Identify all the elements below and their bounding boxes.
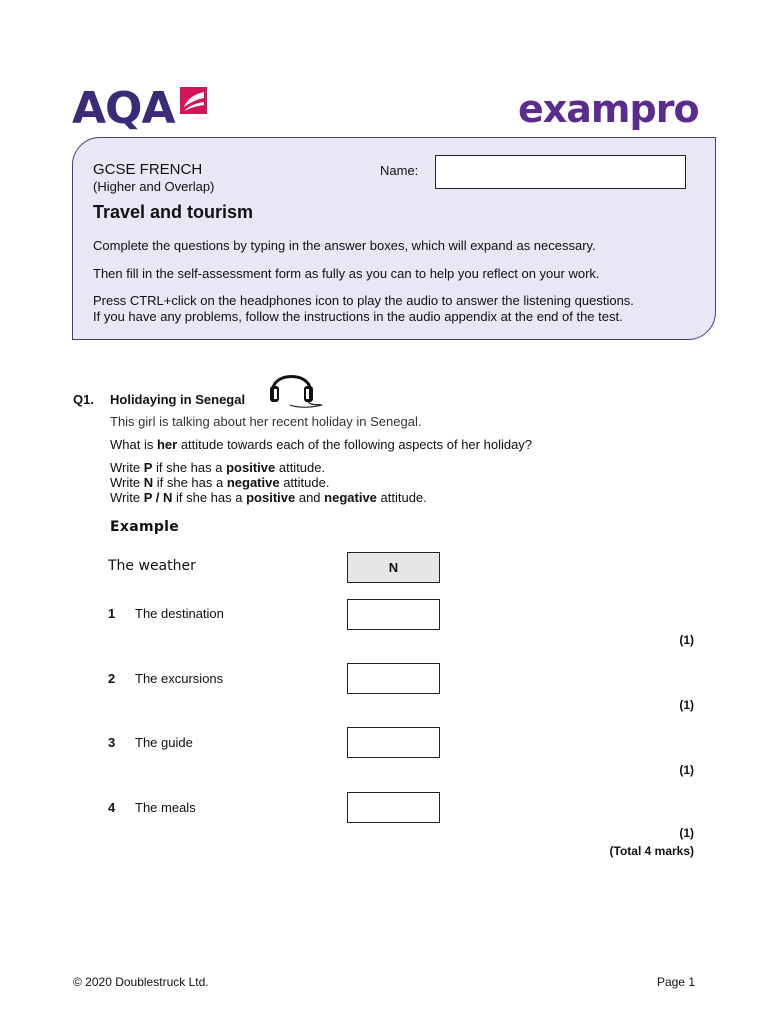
mark-label: (1)	[679, 698, 694, 712]
write-instruction-n: Write N if she has a negative attitude.	[110, 475, 330, 490]
name-input[interactable]	[435, 155, 686, 189]
item-label-destination: The destination	[135, 606, 224, 621]
name-label: Name:	[380, 163, 419, 178]
item-number: 4	[108, 800, 116, 815]
example-label: The weather	[108, 558, 196, 574]
item-number: 1	[108, 606, 116, 621]
item-number: 3	[108, 735, 116, 750]
instruction-4: If you have any problems, follow the instructions in the audio appendix at the end of the test.	[93, 309, 623, 324]
question-prompt: What is her attitude towards each of the following aspects of her holiday?	[110, 437, 533, 452]
answer-box-destination[interactable]	[347, 599, 440, 630]
question-number: Q1.	[73, 392, 94, 407]
mark-label: (1)	[679, 633, 694, 647]
item-number: 2	[108, 671, 116, 686]
answer-box-guide[interactable]	[347, 727, 440, 758]
answer-box-meals[interactable]	[347, 792, 440, 823]
question-intro: This girl is talking about her recent holiday in Senegal.	[110, 414, 422, 429]
instruction-3: Press CTRL+click on the headphones icon to play the audio to answer the listening questions.	[93, 293, 634, 308]
write-instruction-pn: Write P / N if she has a positive and negative attitude.	[110, 490, 427, 505]
headphones-icon[interactable]	[268, 364, 326, 410]
example-answer-box: N	[347, 552, 440, 583]
item-label-excursions: The excursions	[135, 671, 224, 686]
instruction-2: Then fill in the self-assessment form as fully as you can to help you reflect on your work.	[93, 266, 600, 281]
footer-copyright: © 2020 Doublestruck Ltd.	[73, 975, 209, 989]
example-heading: Example	[110, 519, 180, 535]
footer-page-number: Page 1	[656, 975, 695, 989]
instruction-1: Complete the questions by typing in the answer boxes, which will expand as necessary.	[93, 238, 596, 253]
answer-box-excursions[interactable]	[347, 663, 440, 694]
aqa-logo-text: AQA	[72, 83, 175, 134]
mark-label: (1)	[679, 826, 694, 840]
total-marks: (Total 4 marks)	[609, 844, 694, 858]
question-title: Holidaying in Senegal	[110, 392, 246, 407]
page-title: Travel and tourism	[93, 202, 254, 222]
write-instruction-p: Write P if she has a positive attitude.	[110, 460, 326, 475]
mark-label: (1)	[679, 763, 694, 777]
item-label-meals: The meals	[135, 800, 196, 815]
aqa-swoosh-icon	[179, 86, 209, 116]
tier-note: (Higher and Overlap)	[93, 179, 215, 194]
subject-heading: GCSE FRENCH	[93, 161, 203, 178]
item-label-guide: The guide	[135, 735, 193, 750]
exampro-logo: exampro	[518, 87, 699, 131]
